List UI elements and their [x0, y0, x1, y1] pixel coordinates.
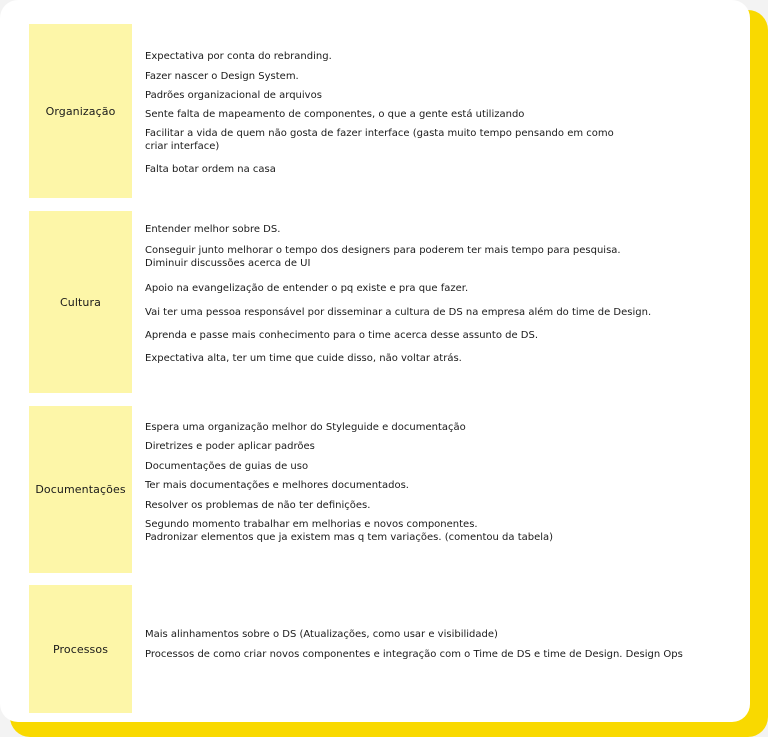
list-item: Sente falta de mapeamento de componentes, o que a gente está utilizando [145, 109, 525, 120]
list-item: Facilitar a vida de quem não gosta de fazer interface (gasta muito tempo pensando em como criar interface) [145, 128, 614, 152]
list-item: Mais alinhamentos sobre o DS (Atualizações, como usar e visibilidade) [145, 629, 498, 640]
list-item: Falta botar ordem na casa [145, 164, 276, 175]
list-item: Expectativa por conta do rebranding. [145, 51, 332, 62]
category-label: Organização [29, 24, 132, 198]
list-item: Processos de como criar novos componentes e integração com o Time de DS e time de Design. Design Ops [145, 649, 683, 660]
list-item: Fazer nascer o Design System. [145, 71, 299, 82]
list-item: Espera uma organização melhor do Styleguide e documentação [145, 422, 466, 433]
list-item: Ter mais documentações e melhores documentados. [145, 480, 409, 491]
list-item: Entender melhor sobre DS. [145, 224, 281, 235]
list-item: Diretrizes e poder aplicar padrões [145, 441, 315, 452]
list-item: Expectativa alta, ter um time que cuide disso, não voltar atrás. [145, 353, 462, 364]
list-item: Apoio na evangelização de entender o pq existe e pra que fazer. [145, 283, 469, 294]
list-item: Segundo momento trabalhar em melhorias e novos componentes. Padronizar elementos que ja existem mas q tem variações. (comentou da tabela) [145, 519, 554, 543]
category-label: Processos [29, 585, 132, 713]
category-label: Cultura [29, 211, 132, 393]
list-item: Padrões organizacional de arquivos [145, 90, 322, 101]
list-item: Documentações de guias de uso [145, 461, 309, 472]
category-label: Documentações [29, 406, 132, 573]
list-item: Aprenda e passe mais conhecimento para o time acerca desse assunto de DS. [145, 330, 539, 341]
list-item: Conseguir junto melhorar o tempo dos designers para poderem ter mais tempo para pesquisa. Diminuir discussões acerca de UI [145, 245, 621, 269]
list-item: Vai ter uma pessoa responsável por disseminar a cultura de DS na empresa além do time de Design. [145, 307, 652, 318]
list-item: Resolver os problemas de não ter definições. [145, 500, 371, 511]
